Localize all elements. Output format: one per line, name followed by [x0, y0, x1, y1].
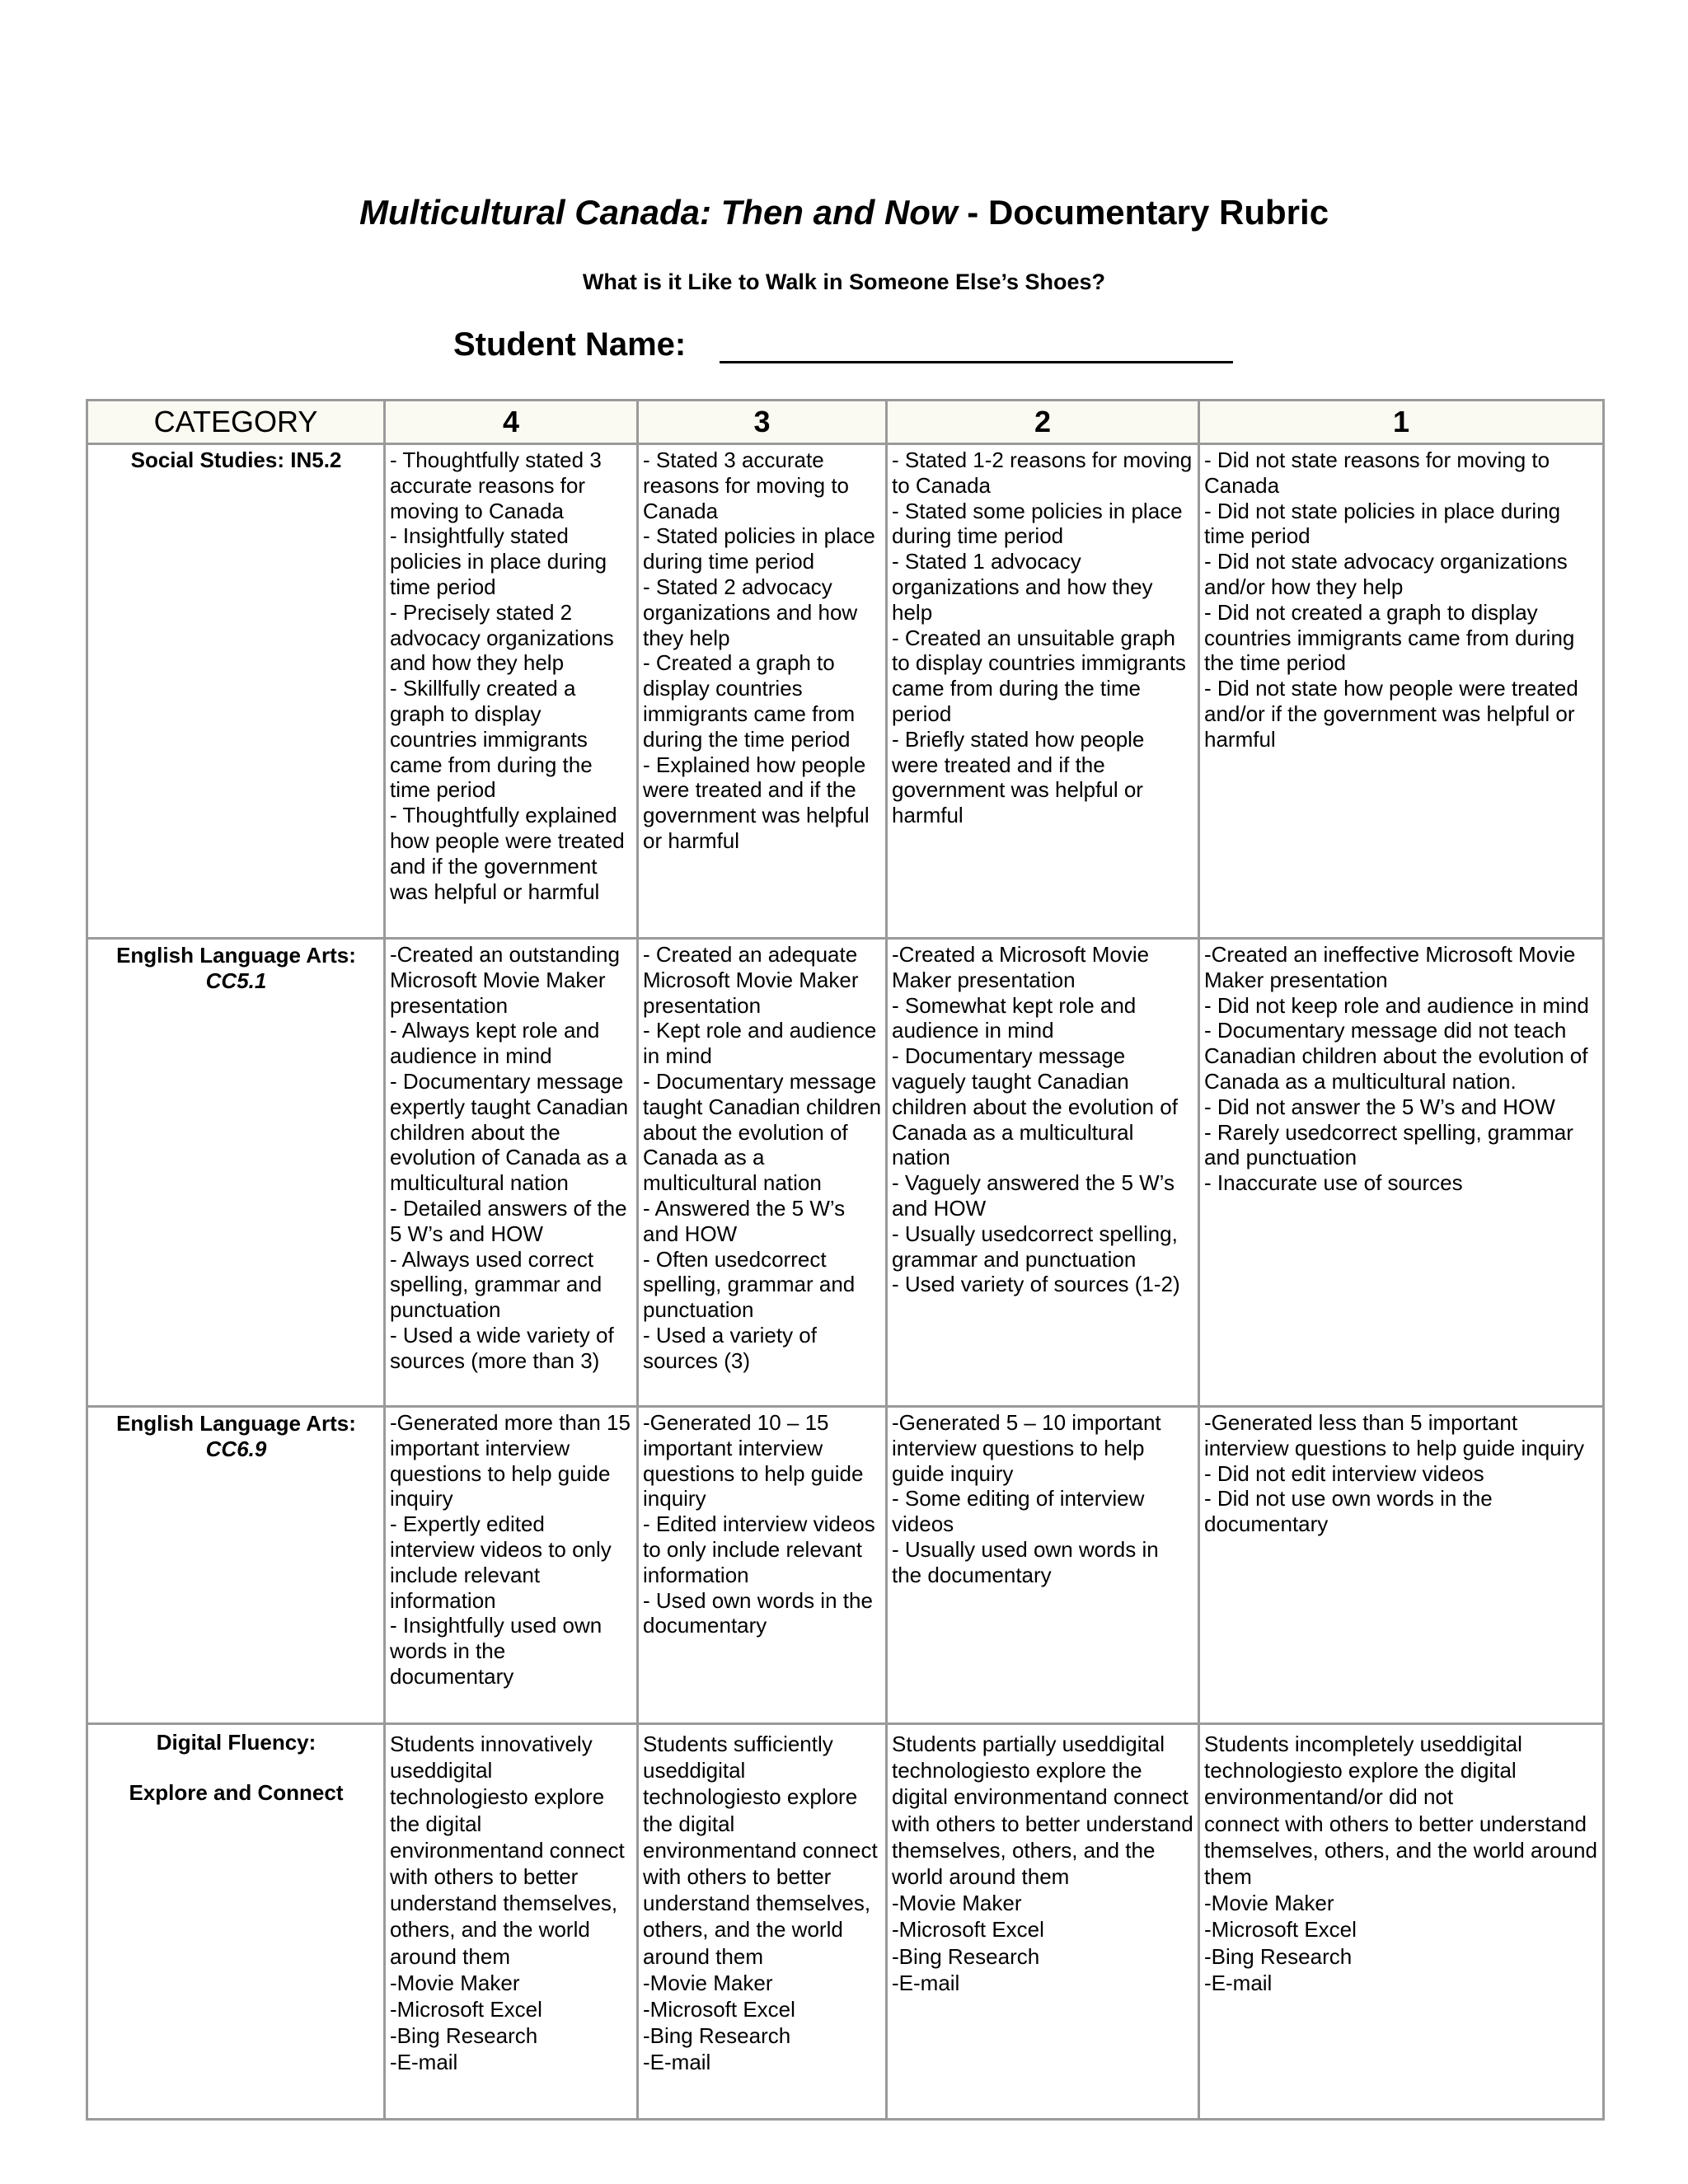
table-row — [87, 1724, 1604, 2120]
rubric-table — [86, 399, 1605, 2121]
table-cell: -Generated 5 – 10 important interview questions to help guide inquiry - Some editing of interview videos - Usually used own words in the documentary — [887, 1407, 1199, 1724]
table-cell: Students innovatively useddigital technologiesto explore the digital environmentand connect with others to better understand themselves, others, and the world around them -Movie Maker -Microsoft Excel -Bing Research -E-mail — [385, 1724, 638, 2120]
table-cell: - Did not state reasons for moving to Canada - Did not state policies in place during time period - Did not state advocacy organizations and/or how they help - Did not created a graph to display countries immigrants came from during the time period - Did not state how people were treated and/or if the government was helpful or harmful — [1199, 444, 1604, 939]
category-code: CC6.9 — [205, 1436, 267, 1461]
table-cell: -Created a Microsoft Movie Maker presentation - Somewhat kept role and audience in mind - Documentary message vaguely taught Canadian children about the evolution of Canada as a multicultural nation - Vaguely answered the 5 W’s and HOW - Usually usedcorrect spelling, grammar and punctuation - Used variety of sources (1-2) — [887, 939, 1199, 1407]
table-cell: - Stated 1-2 reasons for moving to Canada - Stated some policies in place during time period - Stated 1 advocacy organizations and how they help - Created an unsuitable graph to display countries immigrants came from during the time period - Briefly stated how people were treated and if the government was helpful or harmful — [887, 444, 1199, 939]
table-cell: -Generated 10 – 15 important interview questions to help guide inquiry - Edited interview videos to only include relevant information - Used own words in the documentary — [638, 1407, 887, 1724]
row-category — [87, 1407, 385, 1724]
category-code: CC5.1 — [205, 968, 267, 993]
row-category — [87, 444, 385, 939]
title-italic: Multicultural Canada: Then and Now — [359, 193, 958, 232]
header-level-2: 2 — [887, 401, 1199, 444]
table-cell: - Thoughtfully stated 3 accurate reasons for moving to Canada - Insightfully stated policies in place during time period - Precisely stated 2 advocacy organizations and how they help - Skillfully created a graph to display countries immigrants came from during the time period - Thoughtfully explained how people were treated and if the government was helpful or harmful — [385, 444, 638, 939]
row-category — [87, 1724, 385, 2120]
header-level-1: 1 — [1199, 401, 1604, 444]
category-subtitle: Explore and Connect — [129, 1779, 344, 1805]
table-row — [87, 939, 1604, 1407]
table-cell: -Generated more than 15 important interview questions to help guide inquiry - Expertly edited interview videos to only include relevant information - Insightfully used own words in the documentary — [385, 1407, 638, 1724]
category-title: Social Studies: IN5.2 — [130, 448, 342, 472]
header-row — [87, 401, 1604, 444]
table-cell: -Created an ineffective Microsoft Movie Maker presentation - Did not keep role and audience in mind - Documentary message did not teach Canadian children about the evolution of Canada as a multicultural nation. - Did not answer the 5 W’s and HOW - Rarely usedcorrect spelling, grammar and punctuation - Inaccurate use of sources — [1199, 939, 1604, 1407]
student-name-line — [720, 361, 1233, 363]
row-category — [87, 939, 385, 1407]
table-cell: Students sufficiently useddigital technologiesto explore the digital environmentand connect with others to better understand themselves, others, and the world around them -Movie Maker -Microsoft Excel -Bing Research -E-mail — [638, 1724, 887, 2120]
table-cell: -Generated less than 5 important interview questions to help guide inquiry - Did not edit interview videos - Did not use own words in the documentary — [1199, 1407, 1604, 1724]
table-cell: - Created an adequate Microsoft Movie Maker presentation - Kept role and audience in mind - Documentary message taught Canadian children about the evolution of Canada as a multicultural nation - Answered the 5 W’s and HOW - Often usedcorrect spelling, grammar and punctuation - Used a variety of sources (3) — [638, 939, 887, 1407]
student-name-label: Student Name: — [453, 326, 687, 363]
title-rest: - Documentary Rubric — [957, 193, 1329, 232]
category-title: English Language Arts: — [116, 943, 356, 968]
table-row — [87, 1407, 1604, 1724]
table-cell: Students incompletely useddigital technologiesto explore the digital environmentand/or did not connect with others to better understand themselves, others, and the world around them -Movie Maker -Microsoft Excel -Bing Research -E-mail — [1199, 1724, 1604, 2120]
table-cell: -Created an outstanding Microsoft Movie Maker presentation - Always kept role and audience in mind - Documentary message expertly taught Canadian children about the evolution of Canada as a multicultural nation - Detailed answers of the 5 W’s and HOW - Always used correct spelling, grammar and punctuation - Used a wide variety of sources (more than 3) — [385, 939, 638, 1407]
table-cell: Students partially useddigital technologiesto explore the digital environmentand connect with others to better understand themselves, others, and the world around them -Movie Maker -Microsoft Excel -Bing Research -E-mail — [887, 1724, 1199, 2120]
page-title — [0, 190, 1688, 236]
header-category: CATEGORY — [87, 401, 385, 444]
table-cell: - Stated 3 accurate reasons for moving to Canada - Stated policies in place during time period - Stated 2 advocacy organizations and how they help - Created a graph to display countries immigrants came from during the time period - Explained how people were treated and if the government was helpful or harmful — [638, 444, 887, 939]
header-level-3: 3 — [638, 401, 887, 444]
category-title: English Language Arts: — [116, 1411, 356, 1436]
header-level-4: 4 — [385, 401, 638, 444]
category-title: Digital Fluency: — [156, 1730, 316, 1755]
table-row — [87, 444, 1604, 939]
page-subtitle: What is it Like to Walk in Someone Else’s Shoes? — [582, 269, 1106, 294]
